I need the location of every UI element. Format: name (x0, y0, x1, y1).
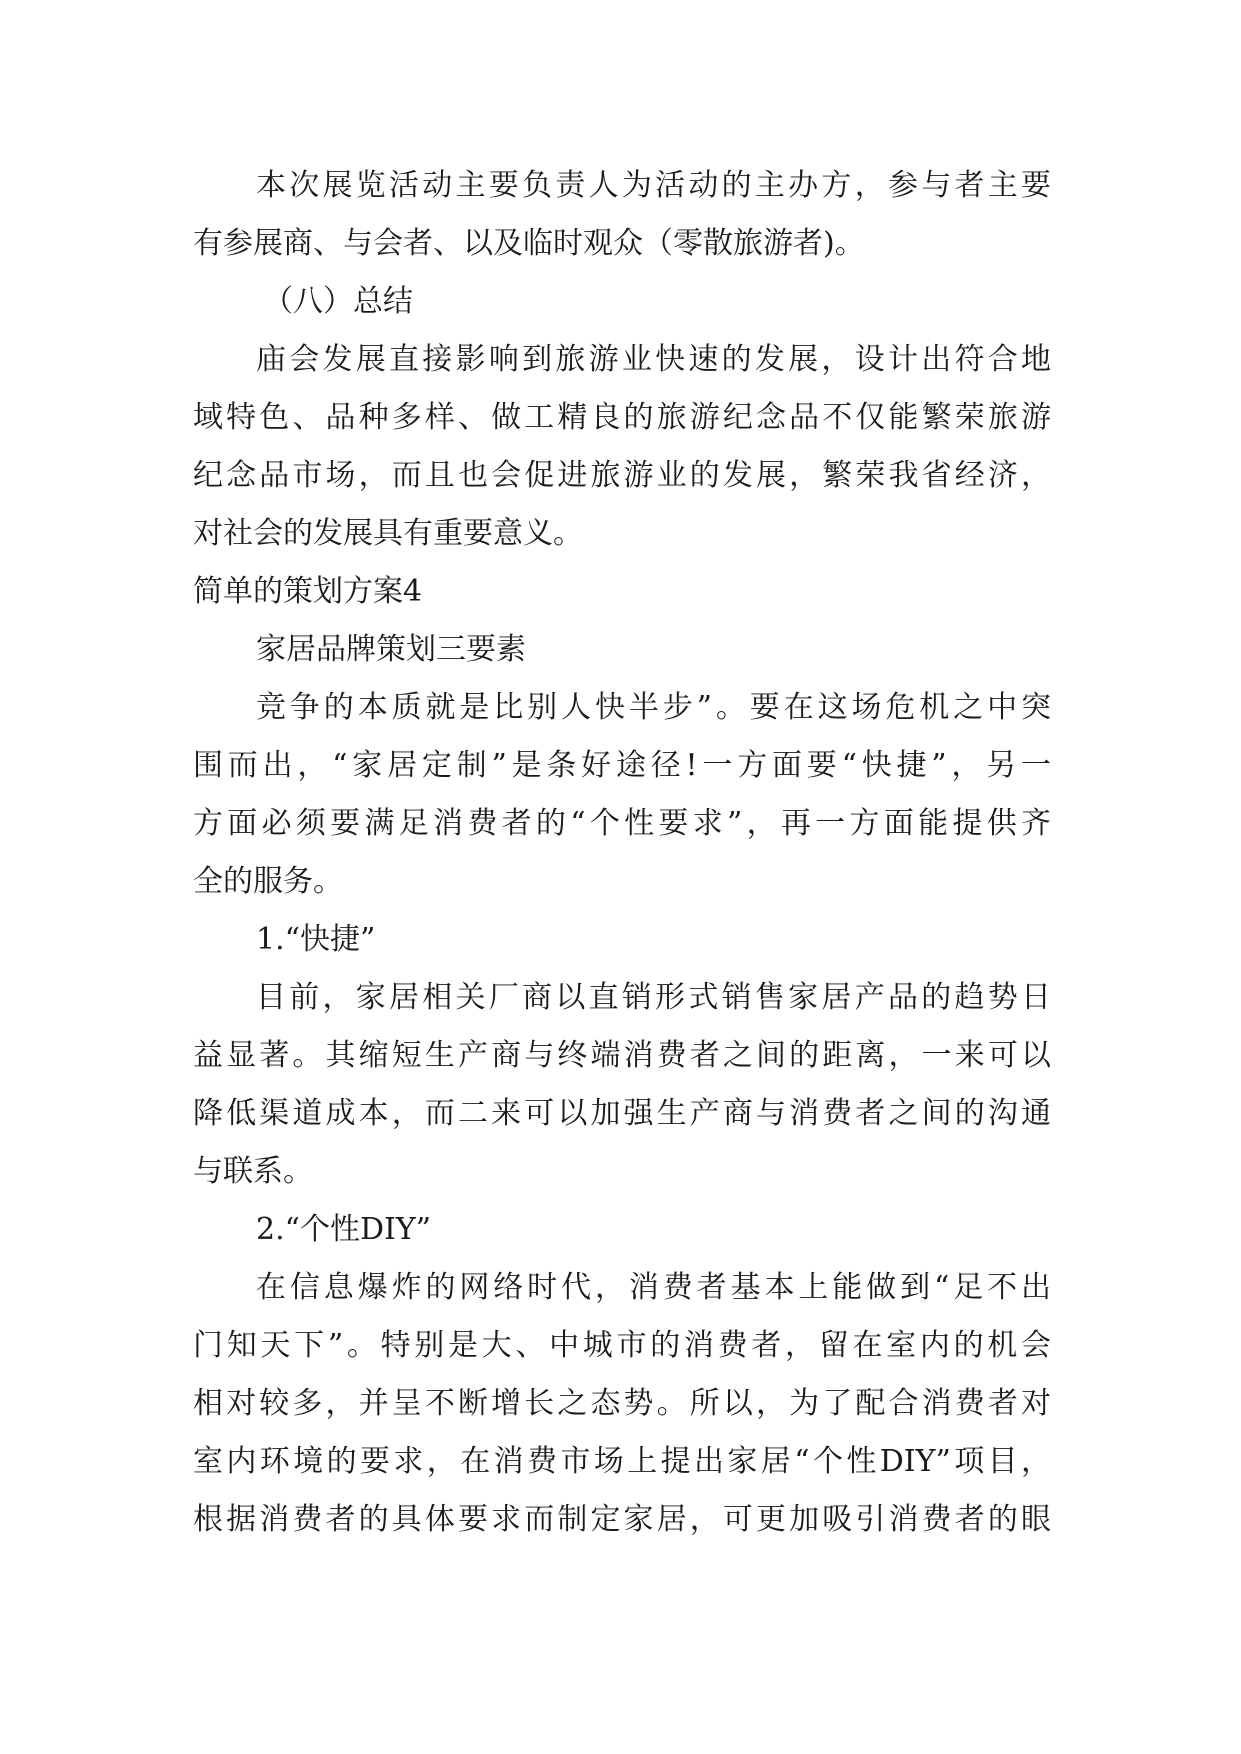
paragraph-line: 目前，家居相关厂商以直销形式销售家居产品的趋势日 (256, 980, 1051, 1015)
section-heading: （八）总结 (263, 284, 413, 319)
paragraph-line: 竞争的本质就是比别人快半步”。要在这场危机之中突 (256, 690, 1051, 725)
paragraph-line: 本次展览活动主要负责人为活动的主办方，参与者主要 (256, 168, 1051, 203)
paragraph-line: 庙会发展直接影响到旅游业快速的发展，设计出符合地 (256, 342, 1051, 377)
section-heading: 2.“个性DIY” (256, 1212, 432, 1247)
paragraph-line: 门知天下”。特别是大、中城市的消费者，留在室内的机会 (193, 1328, 1051, 1363)
paragraph-line: 对社会的发展具有重要意义。 (193, 516, 583, 551)
paragraph-line: 围而出，“家居定制”是条好途径!一方面要“快捷”，另一 (193, 748, 1051, 783)
paragraph-line: 在信息爆炸的网络时代，消费者基本上能做到“足不出 (256, 1270, 1051, 1305)
document-title: 简单的策划方案4 (193, 574, 423, 609)
document-body (193, 157, 1051, 1549)
paragraph-line: 相对较多，并呈不断增长之态势。所以，为了配合消费者对 (193, 1386, 1051, 1421)
section-heading: 家居品牌策划三要素 (256, 632, 526, 667)
paragraph-line: 域特色、品种多样、做工精良的旅游纪念品不仅能繁荣旅游 (193, 400, 1051, 435)
section-heading: 1.“快捷” (256, 922, 376, 957)
paragraph-line: 室内环境的要求，在消费市场上提出家居“个性DIY”项目， (193, 1444, 1051, 1479)
paragraph-line: 与联系。 (193, 1154, 313, 1189)
paragraph-line: 有参展商、与会者、以及临时观众（零散旅游者)。 (193, 226, 865, 261)
paragraph-line: 降低渠道成本，而二来可以加强生产商与消费者之间的沟通 (193, 1096, 1051, 1131)
paragraph-line: 方面必须要满足消费者的“个性要求”，再一方面能提供齐 (193, 806, 1051, 841)
paragraph-line: 纪念品市场，而且也会促进旅游业的发展，繁荣我省经济， (193, 458, 1051, 493)
paragraph-line: 根据消费者的具体要求而制定家居，可更加吸引消费者的眼 (193, 1502, 1051, 1537)
paragraph-line: 全的服务。 (193, 864, 343, 899)
paragraph-line: 益显著。其缩短生产商与终端消费者之间的距离，一来可以 (193, 1038, 1051, 1073)
